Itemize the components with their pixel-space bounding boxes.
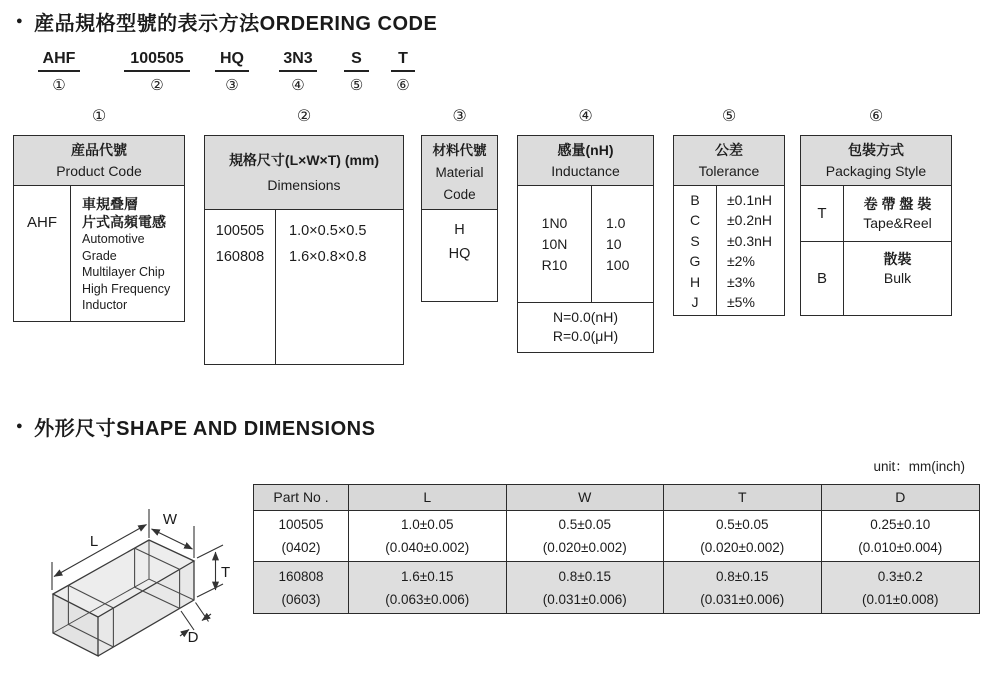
cell-line-inch: (0.040±0.002) xyxy=(385,540,470,555)
circled-number: ③ xyxy=(452,108,467,125)
table-cell-part xyxy=(254,562,349,613)
material-code: H xyxy=(454,222,465,238)
header-zh: 材料代號 xyxy=(432,142,487,158)
inductance-notes xyxy=(518,303,653,351)
circled-number: ⑥ xyxy=(396,77,410,94)
inductance-box-frame xyxy=(517,135,654,353)
packaging-desc xyxy=(844,186,951,241)
code-part-value: 3N3 xyxy=(279,50,317,72)
cell-line-inch: (0.020±0.002) xyxy=(700,540,785,555)
code-part-2 xyxy=(124,50,190,94)
chip-isometric-diagram xyxy=(10,498,260,675)
product-code-desc xyxy=(71,186,184,321)
desc-en-line: Inductor xyxy=(82,298,128,312)
header-en: Dimensions xyxy=(267,176,341,193)
bullet-icon: ● xyxy=(16,420,24,432)
header-zh: 公差 xyxy=(715,141,743,158)
product-code-box-frame xyxy=(13,135,185,322)
desc-en-line: High Frequency xyxy=(82,281,171,296)
table-cell-l xyxy=(349,511,507,562)
cell-line-mm: 0.25±0.10 xyxy=(870,517,931,532)
inductance-note: N=0.0(nH) xyxy=(553,309,618,325)
material-code: HQ xyxy=(448,246,471,262)
product-code-value: AHF xyxy=(14,186,71,321)
cell-line-inch: (0.031±0.006) xyxy=(542,591,627,607)
table-cell-w xyxy=(507,511,665,562)
tolerance-value: ±0.3nH xyxy=(727,232,773,249)
table-header-d: D xyxy=(822,485,980,511)
packaging-zh: 卷 帶 盤 裝 xyxy=(863,195,932,212)
inductance-value: 100 xyxy=(606,256,630,273)
tolerance-code: H xyxy=(689,273,701,290)
circled-number: ② xyxy=(150,77,164,94)
dimensions-header xyxy=(205,136,403,210)
dimension-value: 1.6×0.8×0.8 xyxy=(289,249,367,265)
table-header-t: T xyxy=(664,485,822,511)
dim-label-d: D xyxy=(187,629,199,646)
cell-line-inch: (0.063±0.006) xyxy=(385,591,470,607)
header-zh: 感量(nH) xyxy=(557,141,614,158)
packaging-zh: 散裝 xyxy=(883,251,912,267)
header-zh: 産品代號 xyxy=(71,141,127,158)
packaging-box xyxy=(800,106,952,316)
table-cell-t xyxy=(664,562,822,613)
packaging-en: Tape&Reel xyxy=(863,214,932,231)
tolerance-code: C xyxy=(689,212,701,229)
code-part-value: 100505 xyxy=(124,50,190,72)
table-cell-t xyxy=(664,511,822,562)
product-code-header xyxy=(14,136,184,186)
tolerance-box xyxy=(673,106,785,316)
circled-number: ⑤ xyxy=(349,77,364,94)
packaging-row-tape xyxy=(801,186,951,242)
code-part-value: AHF xyxy=(38,50,80,72)
cell-line-inch: (0402) xyxy=(281,540,321,555)
dim-label-t: T xyxy=(221,564,231,581)
tolerance-box-frame xyxy=(673,135,785,316)
tolerance-body xyxy=(674,186,784,315)
ordering-code-title-text: 産品規格型號的表示方法ORDERING CODE xyxy=(34,13,438,35)
cell-line-mm: 0.5±0.05 xyxy=(558,517,611,532)
cell-line-inch: (0.020±0.002) xyxy=(542,540,627,555)
cell-line-mm: 1.0±0.05 xyxy=(401,517,454,532)
table-header-l: L xyxy=(349,485,507,511)
cell-line-mm: 100505 xyxy=(278,517,324,532)
inductance-value: 10 xyxy=(606,235,622,252)
table-cell-l xyxy=(349,562,507,613)
cell-line-mm: 0.8±0.15 xyxy=(558,568,611,584)
header-zh: 包裝方式 xyxy=(848,141,904,158)
cell-line-inch: (0603) xyxy=(281,591,321,607)
table-cell-d xyxy=(822,511,980,562)
cell-line-mm: 0.5±0.05 xyxy=(716,517,769,532)
inductance-box xyxy=(517,106,654,353)
tolerance-value: ±0.2nH xyxy=(727,212,773,229)
code-part-value: S xyxy=(344,50,369,72)
table-cell-part xyxy=(254,511,349,562)
unit-label: unit：mm(inch) xyxy=(873,459,965,474)
code-part-value: HQ xyxy=(215,50,249,72)
cell-line-mm: 0.8±0.15 xyxy=(716,568,769,584)
desc-en-line: Automotive Grade xyxy=(82,232,145,263)
packaging-box-frame xyxy=(800,135,952,316)
code-part-value: T xyxy=(391,50,415,72)
product-code-box xyxy=(13,106,185,322)
cell-line-mm: 160808 xyxy=(278,568,324,584)
product-code-body xyxy=(14,186,184,321)
packaging-row-bulk xyxy=(801,242,951,315)
header-en: Packaging Style xyxy=(825,162,927,179)
header-en: Code xyxy=(443,186,476,202)
ordering-code-title xyxy=(16,7,437,36)
table-cell-w xyxy=(507,562,665,613)
tolerance-value: ±2% xyxy=(727,253,755,270)
dimension-value: 1.0×0.5×0.5 xyxy=(289,223,367,239)
material-header xyxy=(422,136,497,210)
bullet-icon: ● xyxy=(16,15,24,27)
packaging-code: B xyxy=(801,242,844,315)
desc-zh-line: 車規叠層 xyxy=(82,196,138,212)
circled-number: ① xyxy=(52,77,66,94)
cell-line-inch: (0.01±0.008) xyxy=(862,591,939,607)
inductance-codes xyxy=(518,186,592,302)
tolerance-values xyxy=(717,186,784,315)
table-header-w: W xyxy=(507,485,665,511)
circled-number: ④ xyxy=(578,108,593,125)
header-en: Product Code xyxy=(56,162,142,179)
dim-label-l: L xyxy=(89,533,99,550)
tolerance-code: G xyxy=(689,253,701,270)
table-header-part-no: Part No . xyxy=(254,485,349,511)
desc-en-line: Multilayer Chip xyxy=(82,265,165,279)
dimension-values xyxy=(276,210,403,364)
dimension-code: 100505 xyxy=(215,223,265,239)
packaging-desc xyxy=(844,242,951,315)
code-part-1 xyxy=(38,50,80,94)
tolerance-value: ±0.1nH xyxy=(727,192,773,208)
inductance-note: R=0.0(μH) xyxy=(552,328,619,344)
packaging-en: Bulk xyxy=(883,270,912,286)
packaging-header xyxy=(801,136,951,186)
dimensions-box-frame xyxy=(204,135,404,365)
dimension-code: 160808 xyxy=(215,249,265,265)
inductance-code: 10N xyxy=(541,235,568,252)
dimension-codes xyxy=(205,210,276,364)
material-body xyxy=(422,210,497,266)
inductance-values xyxy=(592,186,653,302)
header-en: Material xyxy=(435,164,484,180)
tolerance-header xyxy=(674,136,784,186)
inductance-value: 1.0 xyxy=(606,214,626,231)
circled-number: ⑤ xyxy=(721,108,737,125)
cell-line-mm: 0.3±0.2 xyxy=(877,568,923,584)
table-cell-d xyxy=(822,562,980,613)
header-en: Tolerance xyxy=(698,162,760,179)
packaging-code: T xyxy=(801,186,844,241)
material-code-box-frame xyxy=(421,135,498,302)
circled-number: ① xyxy=(91,108,107,125)
tolerance-code: S xyxy=(690,232,700,249)
inductance-body xyxy=(518,186,653,303)
dim-label-w: W xyxy=(162,511,178,528)
tolerance-codes xyxy=(674,186,717,315)
inductance-header xyxy=(518,136,653,186)
cell-line-inch: (0.031±0.006) xyxy=(700,591,785,607)
tolerance-value: ±5% xyxy=(727,294,755,311)
cell-line-mm: 1.6±0.15 xyxy=(401,568,454,584)
header-en: Inductance xyxy=(551,162,620,179)
dimensions-box xyxy=(204,106,404,365)
tolerance-value: ±3% xyxy=(727,273,755,290)
tolerance-code: J xyxy=(691,294,699,311)
inductance-code: 1N0 xyxy=(541,214,568,231)
code-part-5 xyxy=(344,50,369,94)
circled-number: ② xyxy=(296,108,312,125)
circled-number: ③ xyxy=(225,77,239,94)
tolerance-code: B xyxy=(690,192,700,208)
cell-line-inch: (0.010±0.004) xyxy=(858,540,943,555)
shape-dimensions-title-text: 外形尺寸SHAPE AND DIMENSIONS xyxy=(34,418,376,440)
code-part-3 xyxy=(215,50,249,94)
inductance-code: R10 xyxy=(541,256,568,273)
desc-zh-line: 片式高頻電感 xyxy=(82,213,166,230)
header-zh: 規格尺寸(L×W×T) (mm) xyxy=(228,151,380,168)
code-part-6 xyxy=(391,50,415,94)
code-part-4 xyxy=(279,50,317,94)
shape-dimensions-title xyxy=(16,412,375,441)
circled-number: ⑥ xyxy=(868,108,884,125)
dimensions-body xyxy=(205,210,403,364)
dimensions-table xyxy=(253,484,980,614)
circled-number: ④ xyxy=(291,77,305,94)
material-code-box xyxy=(421,106,498,302)
